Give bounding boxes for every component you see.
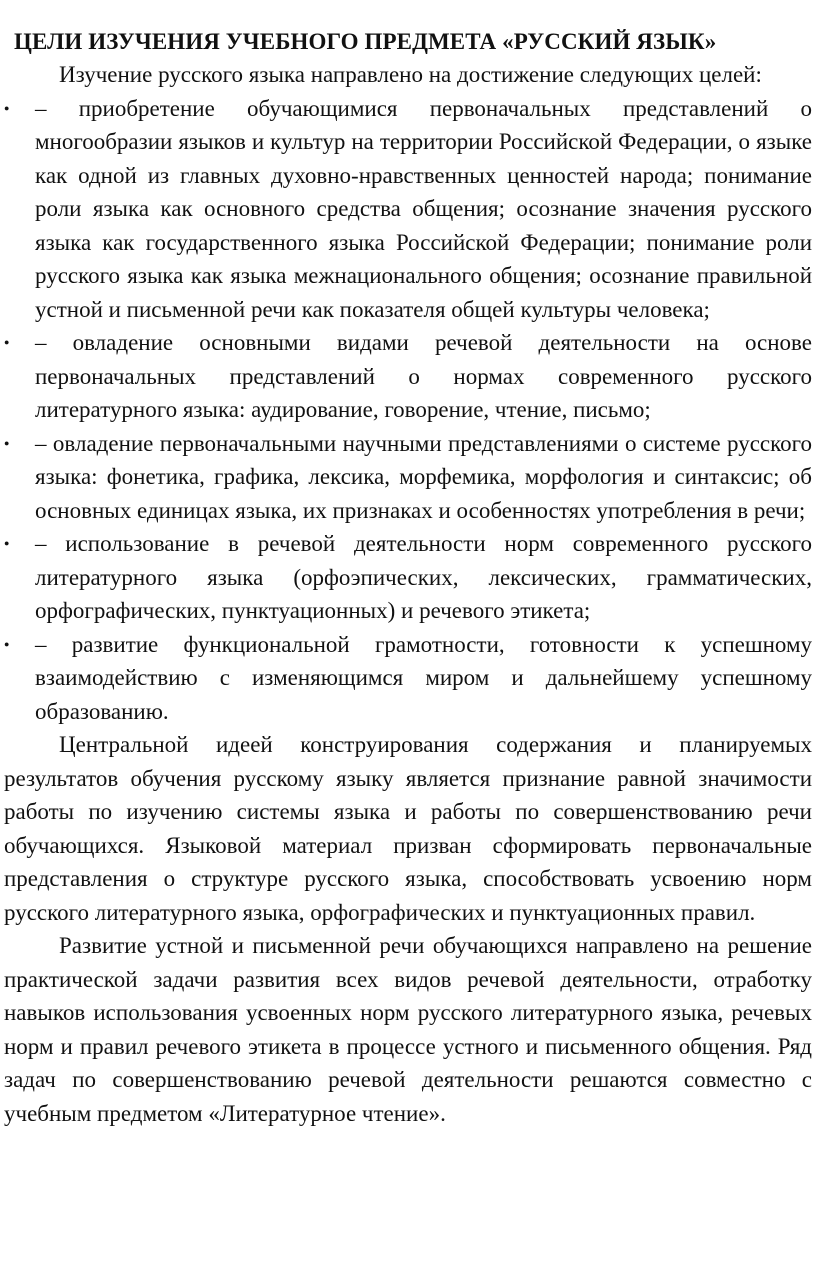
goal-text: – овладение первоначальными научными представлениями о системе русского языка: фонетика, графика, лексика, морфемика, морфология и синтаксис; об основных единицах языка, их признаках и особенностях употребления в речи; <box>35 430 812 523</box>
goal-text: – использование в речевой деятельности норм современного русского литературного языка (орфоэпических, лексических, грамматических, орфографических, пунктуационных) и речевого этикета; <box>35 531 812 623</box>
goal-item <box>4 628 812 729</box>
goal-item <box>4 527 812 628</box>
body-paragraph: Центральной идеей конструирования содержания и планируемых результатов обучения русскому языку является признание равной значимости работы по изучению системы языка и работы по совершенствованию речи обучающихся. Языковой материал призван сформировать первоначальные представления о структуре русского языка, способствовать усвоению норм русского литературного языка, орфографических и пунктуационных правил. <box>4 732 812 925</box>
goal-item <box>4 427 812 528</box>
goal-text: – приобретение обучающимися первоначальных представлений о многообразии языков и культур на территории Российской Федерации, о языке как одной из главных духовно-нравственных ценностей народа; понимание роли языка как основного средства общения; осознание значения русского языка как государственного языка Российской Федерации; понимание роли русского языка как языка межнационального общения; осознание правильной устной и письменной речи как показателя общей культуры человека; <box>35 95 812 322</box>
intro-paragraph: Изучение русского языка направлено на достижение следующих целей: <box>59 62 762 87</box>
bullet-icon <box>4 527 35 562</box>
goal-text: – развитие функциональной грамотности, готовности к успешному взаимодействию с изменяющимся миром и дальнейшему успешному образованию. <box>35 631 812 724</box>
body-paragraph: Развитие устной и письменной речи обучающихся направлено на решение практической задачи развития всех видов речевой деятельности, отработку навыков использования усвоенных норм русского литературного языка, речевых норм и правил речевого этикета в процессе устного и письменного общения. Ряд задач по совершенствованию речевой деятельности решаются совместно с учебным предметом «Литературное чтение». <box>4 933 812 1126</box>
bullet-icon <box>4 427 35 462</box>
bullet-icon <box>4 628 35 663</box>
goal-item <box>4 326 812 427</box>
section-title: ЦЕЛИ ИЗУЧЕНИЯ УЧЕБНОГО ПРЕДМЕТА «РУССКИЙ ЯЗЫК» <box>14 29 717 54</box>
goal-text: – овладение основными видами речевой деятельности на основе первоначальных представлений о нормах современного русского литературного языка: аудирование, говорение, чтение, письмо; <box>35 330 812 422</box>
goal-item <box>4 92 812 327</box>
bullet-icon <box>4 92 35 127</box>
bullet-icon <box>4 326 35 361</box>
goals-list <box>4 92 812 729</box>
